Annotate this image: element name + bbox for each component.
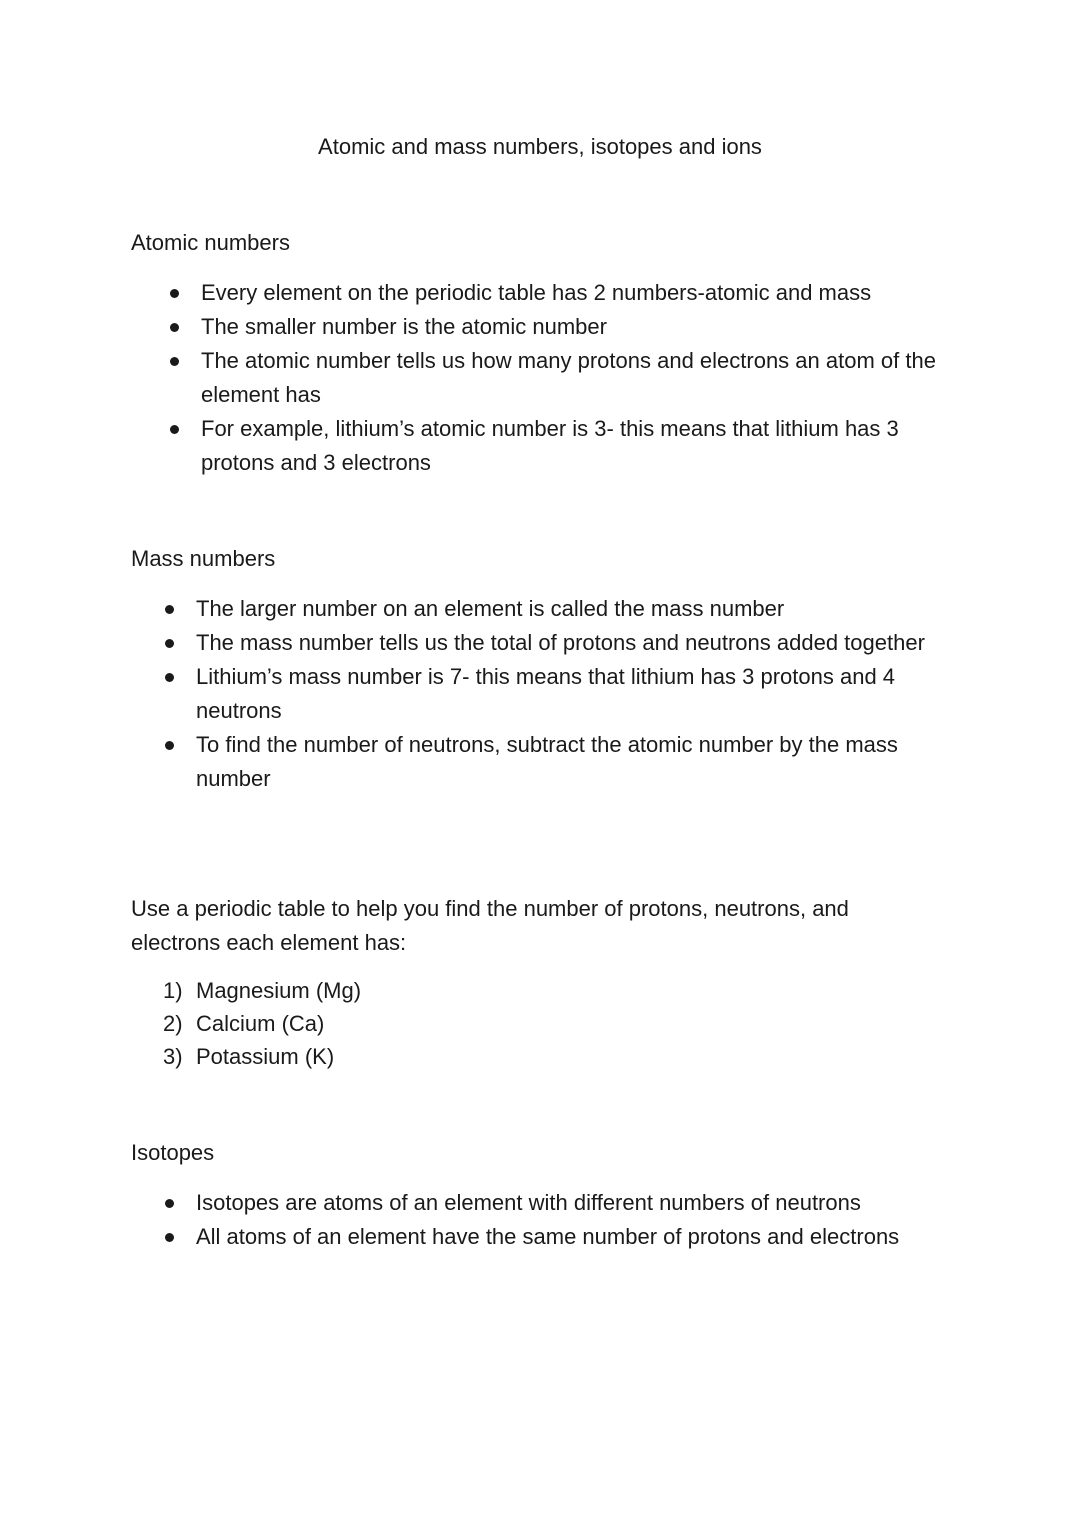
item-text: Potassium (K) bbox=[196, 1044, 335, 1069]
section-heading-mass-numbers: Mass numbers bbox=[131, 546, 276, 571]
list-item: The larger number on an element is called the mass number bbox=[196, 592, 956, 626]
item-number: 1) bbox=[163, 978, 183, 1003]
exercise-list bbox=[163, 974, 361, 1073]
list-item bbox=[163, 974, 361, 1007]
mass-numbers-list bbox=[196, 592, 956, 796]
section-heading-isotopes: Isotopes bbox=[131, 1140, 215, 1165]
isotopes-list bbox=[196, 1186, 996, 1254]
list-item: Every element on the periodic table has 2 numbers-atomic and mass bbox=[201, 276, 961, 310]
list-item: All atoms of an element have the same number of protons and electrons bbox=[196, 1220, 996, 1254]
item-number: 2) bbox=[163, 1011, 183, 1036]
list-item: For example, lithium’s atomic number is 3- this means that lithium has 3 protons and 3 electrons bbox=[201, 412, 961, 480]
list-item: The atomic number tells us how many protons and electrons an atom of the element has bbox=[201, 344, 961, 412]
item-number: 3) bbox=[163, 1044, 183, 1069]
list-item: Isotopes are atoms of an element with different numbers of neutrons bbox=[196, 1186, 996, 1220]
list-item: The mass number tells us the total of protons and neutrons added together bbox=[196, 626, 956, 660]
item-text: Calcium (Ca) bbox=[196, 1011, 325, 1036]
list-item bbox=[163, 1007, 361, 1040]
item-text: Magnesium (Mg) bbox=[196, 978, 362, 1003]
list-item: Lithium’s mass number is 7- this means that lithium has 3 protons and 4 neutrons bbox=[196, 660, 956, 728]
list-item: The smaller number is the atomic number bbox=[201, 310, 961, 344]
page-title: Atomic and mass numbers, isotopes and ions bbox=[318, 134, 762, 159]
list-item bbox=[163, 1040, 361, 1073]
exercise-prompt: Use a periodic table to help you find the number of protons, neutrons, and electrons each element has: bbox=[131, 896, 849, 955]
section-heading-atomic-numbers: Atomic numbers bbox=[131, 230, 290, 255]
atomic-numbers-list bbox=[201, 276, 961, 480]
list-item: To find the number of neutrons, subtract the atomic number by the mass number bbox=[196, 728, 956, 796]
